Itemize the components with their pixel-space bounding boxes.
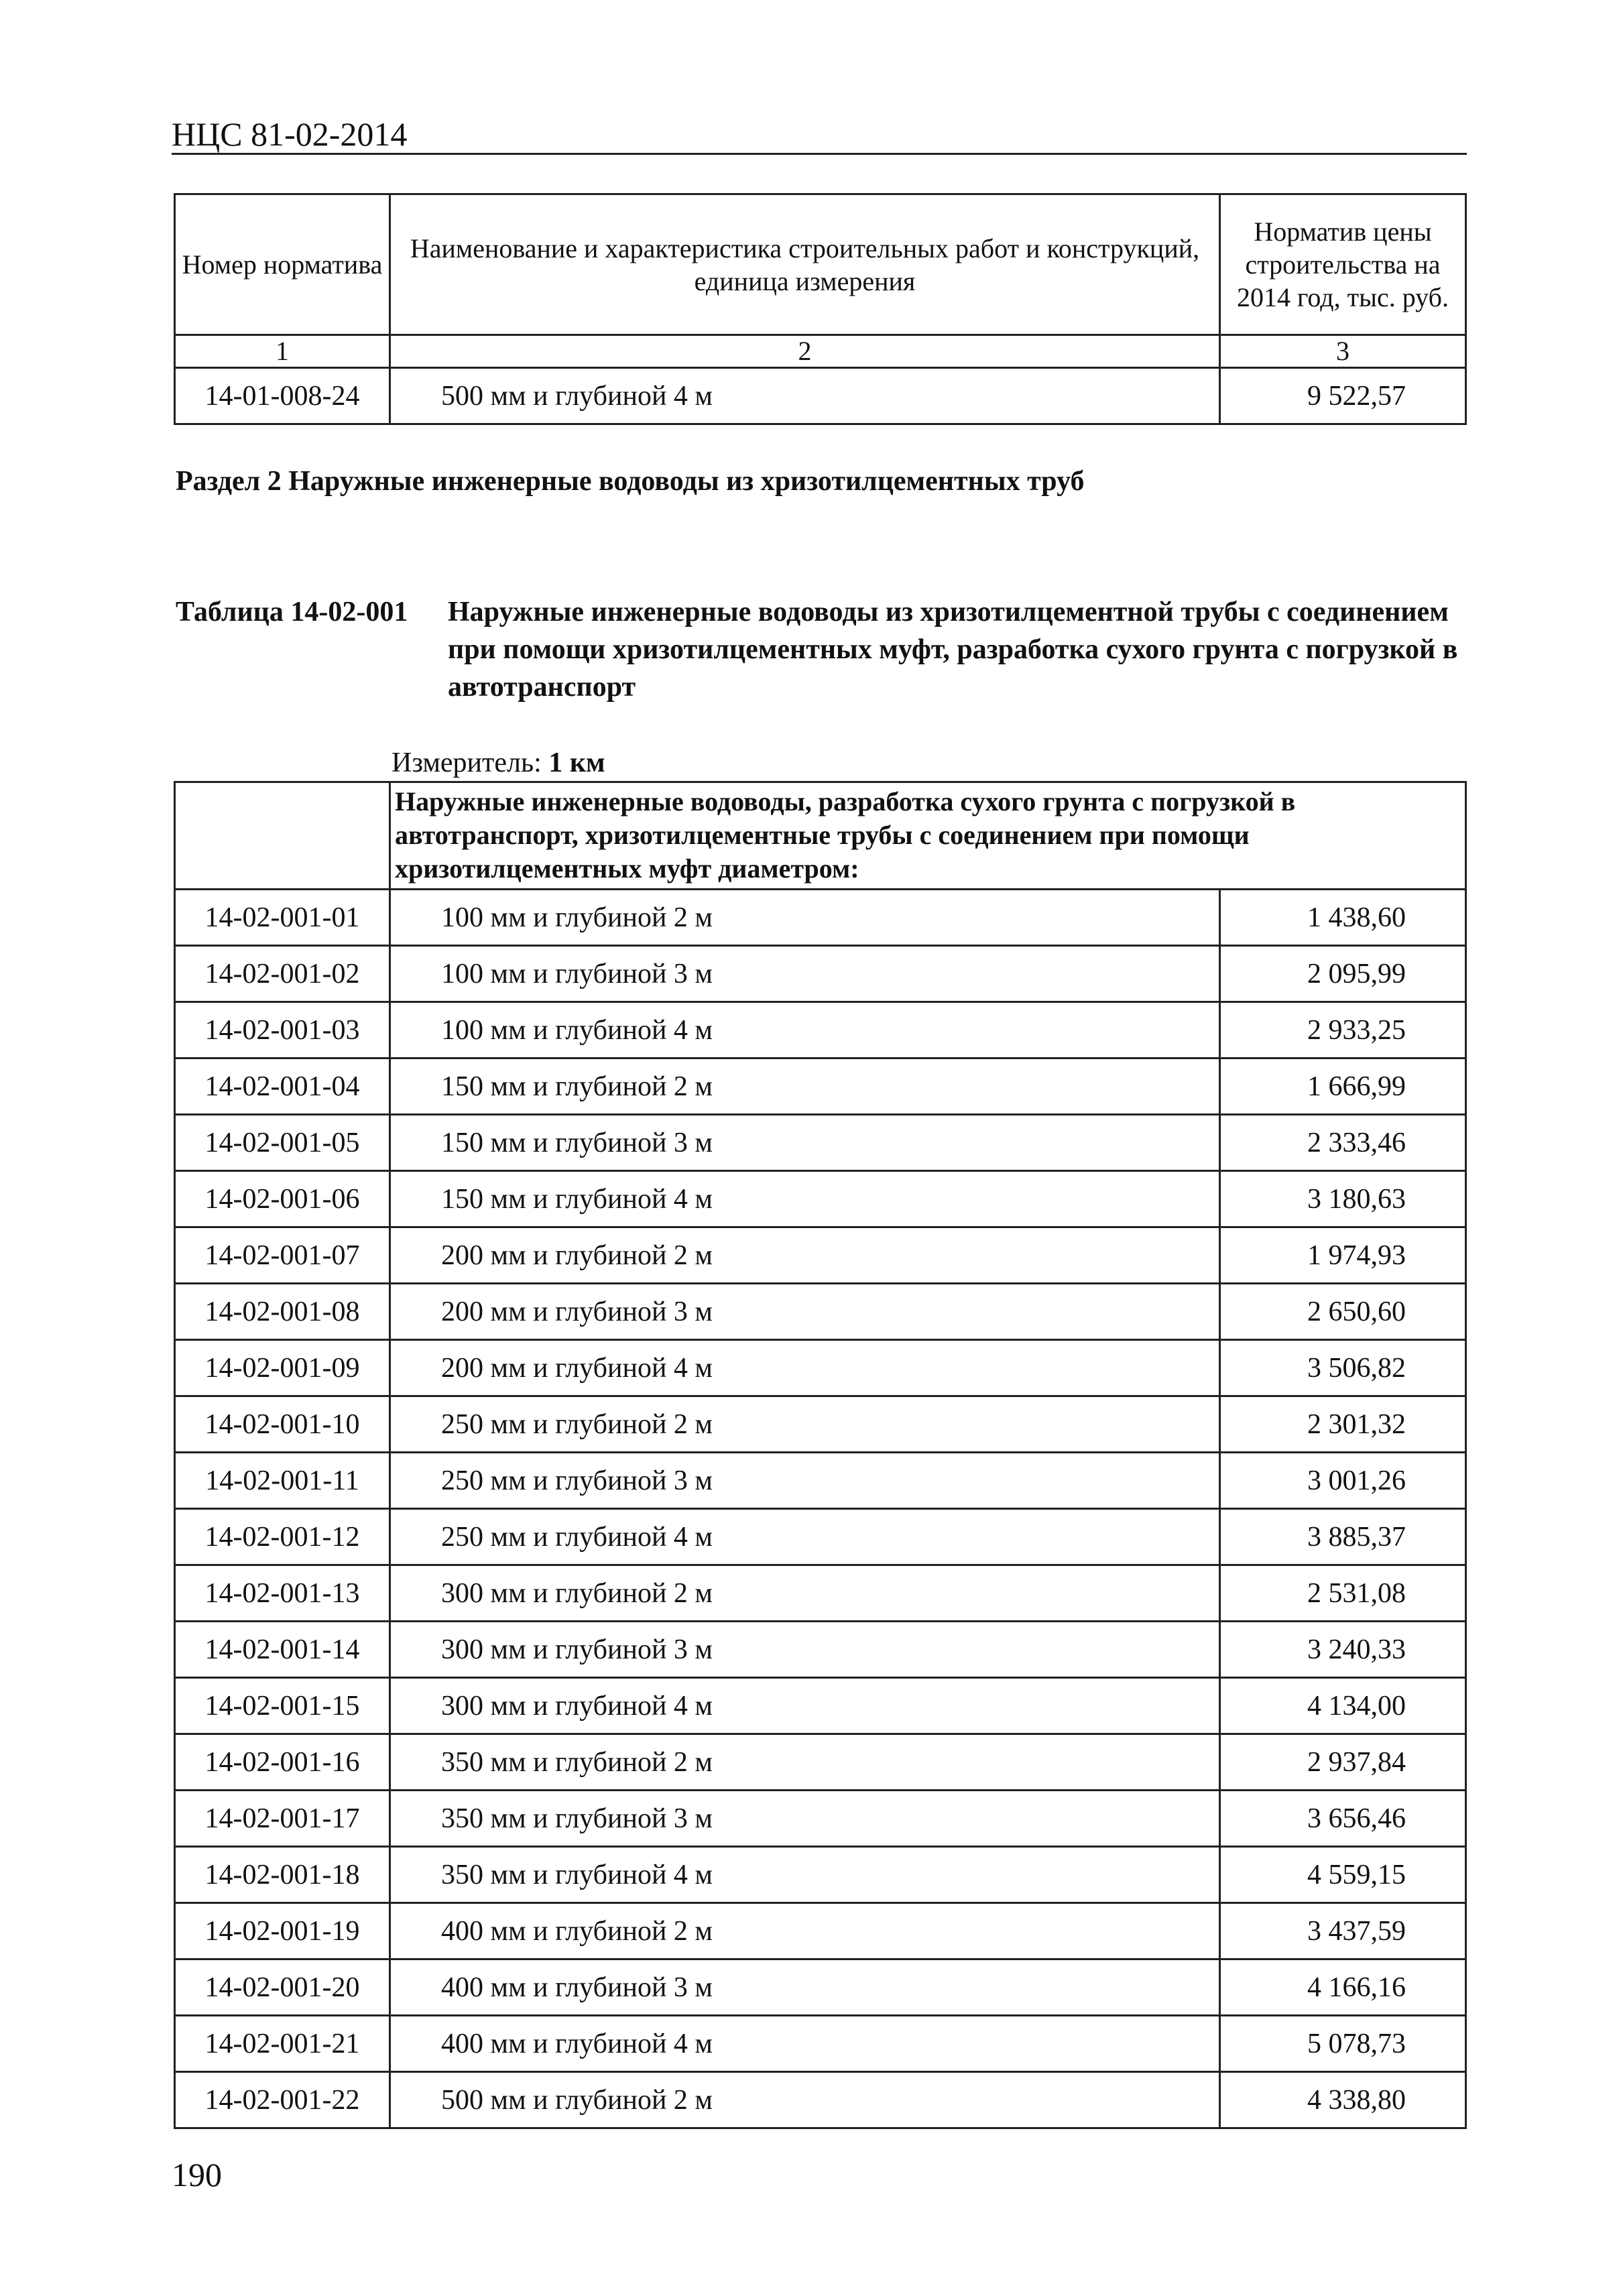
row-code: 14-02-001-12 <box>175 1509 390 1565</box>
row-code: 14-02-001-03 <box>175 1002 390 1059</box>
row-name: 100 мм и глубиной 2 м <box>390 890 1220 946</box>
row-price: 3 437,59 <box>1220 1903 1466 1959</box>
row-code: 14-02-001-19 <box>175 1903 390 1959</box>
row-price: 3 506,82 <box>1220 1340 1466 1396</box>
row-price: 4 338,80 <box>1220 2072 1466 2128</box>
col-number-3: 3 <box>1220 335 1466 368</box>
table-row <box>175 1622 1466 1678</box>
row-name: 400 мм и глубиной 4 м <box>390 2016 1220 2072</box>
header-row <box>175 194 1466 335</box>
table-row <box>175 890 1466 946</box>
table-row <box>175 368 1466 424</box>
row-code: 14-02-001-02 <box>175 946 390 1002</box>
table-row <box>175 2072 1466 2128</box>
row-code: 14-02-001-16 <box>175 1734 390 1791</box>
row-code: 14-02-001-11 <box>175 1453 390 1509</box>
document-code: НЦС 81-02-2014 <box>172 115 408 153</box>
table-row <box>175 1171 1466 1227</box>
table-row <box>175 1284 1466 1340</box>
table-row <box>175 1959 1466 2016</box>
row-price: 4 134,00 <box>1220 1678 1466 1734</box>
row-price: 9 522,57 <box>1220 368 1466 424</box>
table-row <box>175 1002 1466 1059</box>
group-title: Наружные инженерные водоводы, разработка сухого грунта с погрузкой в автотранспорт, хризотилцементные трубы с соединением при помощи хризотилцементных муфт диаметром: <box>390 782 1466 890</box>
row-name: 250 мм и глубиной 2 м <box>390 1396 1220 1453</box>
table-title <box>176 593 1463 706</box>
row-price: 2 933,25 <box>1220 1002 1466 1059</box>
table-row <box>175 1340 1466 1396</box>
row-code: 14-02-001-20 <box>175 1959 390 2016</box>
price-table-body <box>175 782 1466 2128</box>
header-rule <box>172 153 1467 155</box>
row-name: 350 мм и глубиной 4 м <box>390 1847 1220 1903</box>
row-code: 14-02-001-21 <box>175 2016 390 2072</box>
table-row <box>175 1847 1466 1903</box>
row-price: 5 078,73 <box>1220 2016 1466 2072</box>
row-name: 250 мм и глубиной 3 м <box>390 1453 1220 1509</box>
row-name: 200 мм и глубиной 3 м <box>390 1284 1220 1340</box>
row-name: 400 мм и глубиной 3 м <box>390 1959 1220 2016</box>
table-title-text: Наружные инженерные водоводы из хризотилцементной трубы с соединением при помощи хризотилцементных муфт, разработка сухого грунта с погрузкой в автотранспорт <box>448 597 1458 703</box>
row-name: 150 мм и глубиной 3 м <box>390 1115 1220 1171</box>
row-price: 2 333,46 <box>1220 1115 1466 1171</box>
row-code: 14-02-001-01 <box>175 890 390 946</box>
row-name: 500 мм и глубиной 4 м <box>390 368 1220 424</box>
row-name: 150 мм и глубиной 2 м <box>390 1059 1220 1115</box>
row-name: 500 мм и глубиной 2 м <box>390 2072 1220 2128</box>
row-name: 250 мм и глубиной 4 м <box>390 1509 1220 1565</box>
row-name: 300 мм и глубиной 3 м <box>390 1622 1220 1678</box>
row-code: 14-02-001-18 <box>175 1847 390 1903</box>
row-price: 4 166,16 <box>1220 1959 1466 2016</box>
table-row <box>175 1678 1466 1734</box>
row-price: 3 240,33 <box>1220 1622 1466 1678</box>
table-row <box>175 1227 1466 1284</box>
price-table <box>174 781 1467 2129</box>
table-row <box>175 2016 1466 2072</box>
col-header-code: Номер норматива <box>175 194 390 335</box>
row-name: 350 мм и глубиной 3 м <box>390 1791 1220 1847</box>
group-row <box>175 782 1466 890</box>
row-code: 14-02-001-17 <box>175 1791 390 1847</box>
row-code: 14-02-001-10 <box>175 1396 390 1453</box>
col-header-name: Наименование и характеристика строительных работ и конструкций, единица измерения <box>390 194 1220 335</box>
row-name: 350 мм и глубиной 2 м <box>390 1734 1220 1791</box>
measure-value: 1 км <box>548 747 605 778</box>
row-code: 14-02-001-07 <box>175 1227 390 1284</box>
row-price: 3 180,63 <box>1220 1171 1466 1227</box>
top-table <box>174 193 1467 425</box>
table-row <box>175 1734 1466 1791</box>
row-price: 1 438,60 <box>1220 890 1466 946</box>
table-row <box>175 1115 1466 1171</box>
row-price: 2 095,99 <box>1220 946 1466 1002</box>
table-row <box>175 1453 1466 1509</box>
row-price: 2 650,60 <box>1220 1284 1466 1340</box>
table-row <box>175 1509 1466 1565</box>
section-title: Раздел 2 Наружные инженерные водоводы из хризотилцементных труб <box>176 466 1085 497</box>
table-row <box>175 1396 1466 1453</box>
row-price: 2 531,08 <box>1220 1565 1466 1622</box>
row-code: 14-02-001-08 <box>175 1284 390 1340</box>
row-name: 100 мм и глубиной 4 м <box>390 1002 1220 1059</box>
row-name: 300 мм и глубиной 4 м <box>390 1678 1220 1734</box>
row-price: 2 937,84 <box>1220 1734 1466 1791</box>
row-price: 1 974,93 <box>1220 1227 1466 1284</box>
table-row <box>175 1059 1466 1115</box>
row-code: 14-02-001-09 <box>175 1340 390 1396</box>
table-row <box>175 1565 1466 1622</box>
table-label: Таблица 14-02-001 <box>176 597 408 627</box>
measure-unit <box>392 745 605 780</box>
table-row <box>175 946 1466 1002</box>
row-name: 200 мм и глубиной 4 м <box>390 1340 1220 1396</box>
row-price: 3 001,26 <box>1220 1453 1466 1509</box>
row-price: 2 301,32 <box>1220 1396 1466 1453</box>
row-code: 14-02-001-13 <box>175 1565 390 1622</box>
row-code: 14-02-001-14 <box>175 1622 390 1678</box>
page-number: 190 <box>172 2156 222 2193</box>
row-name: 200 мм и глубиной 2 м <box>390 1227 1220 1284</box>
row-price: 4 559,15 <box>1220 1847 1466 1903</box>
row-name: 150 мм и глубиной 4 м <box>390 1171 1220 1227</box>
row-price: 3 656,46 <box>1220 1791 1466 1847</box>
table-row <box>175 1791 1466 1847</box>
row-name: 100 мм и глубиной 3 м <box>390 946 1220 1002</box>
row-code: 14-02-001-05 <box>175 1115 390 1171</box>
measure-label: Измеритель: <box>392 747 542 778</box>
row-code: 14-02-001-15 <box>175 1678 390 1734</box>
row-code: 14-02-001-22 <box>175 2072 390 2128</box>
col-number-1: 1 <box>175 335 390 368</box>
row-code: 14-01-008-24 <box>175 368 390 424</box>
row-code: 14-02-001-06 <box>175 1171 390 1227</box>
row-name: 400 мм и глубиной 2 м <box>390 1903 1220 1959</box>
col-number-2: 2 <box>390 335 1220 368</box>
row-price: 1 666,99 <box>1220 1059 1466 1115</box>
table-row <box>175 1903 1466 1959</box>
row-code: 14-02-001-04 <box>175 1059 390 1115</box>
column-number-row <box>175 335 1466 368</box>
row-name: 300 мм и глубиной 2 м <box>390 1565 1220 1622</box>
row-price: 3 885,37 <box>1220 1509 1466 1565</box>
col-header-price: Норматив цены строительства на 2014 год, тыс. руб. <box>1220 194 1466 335</box>
group-empty-cell <box>175 782 390 890</box>
